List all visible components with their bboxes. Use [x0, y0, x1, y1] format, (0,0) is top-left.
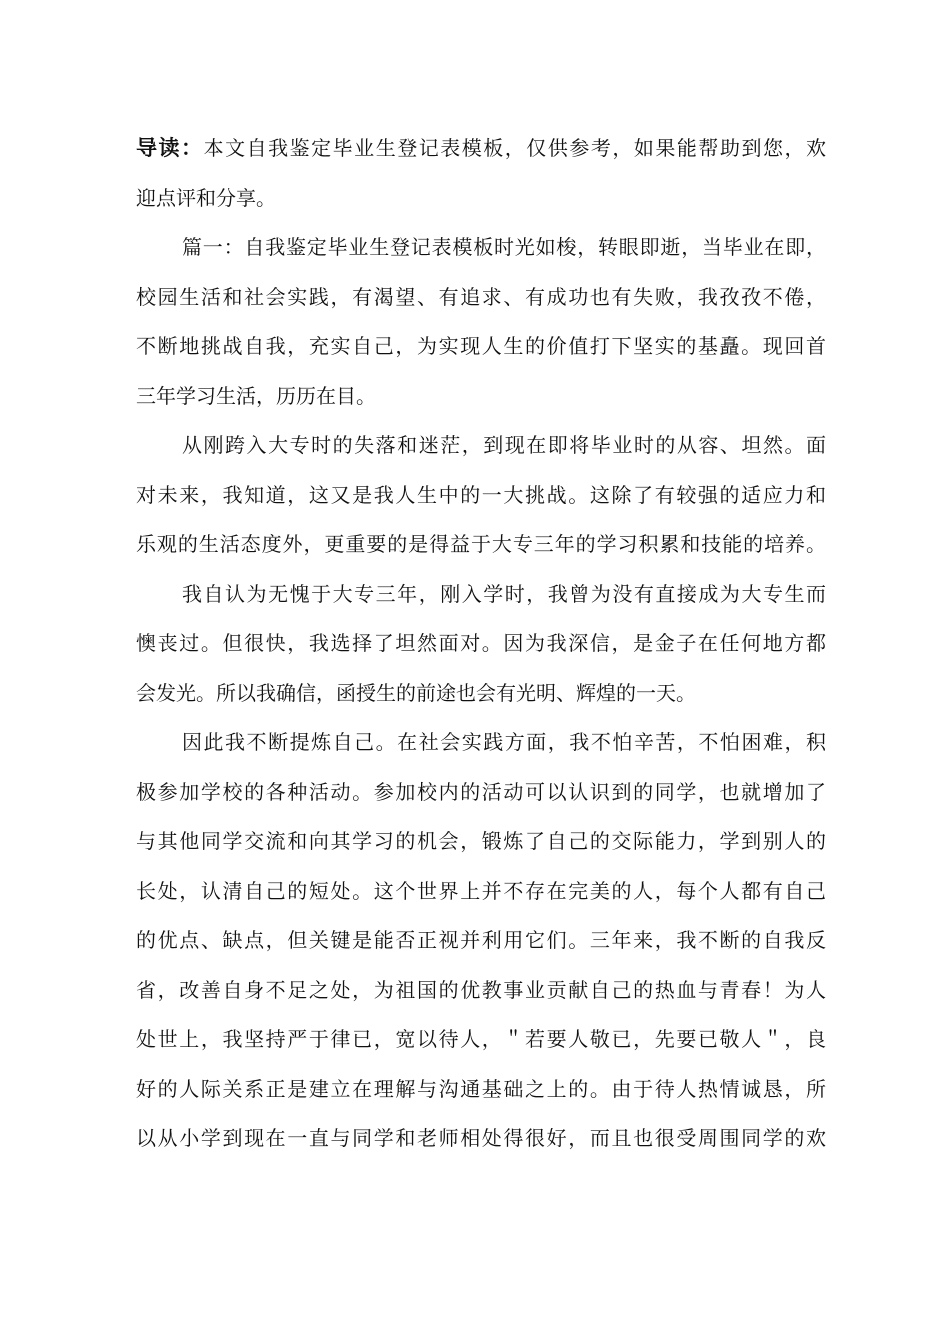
- paragraph-1-line: 不断地挑战自我，充实自己，为实现人生的价值打下坚实的基矗。现回首: [136, 334, 826, 358]
- paragraph-4-line: 与其他同学交流和向其学习的机会，锻炼了自己的交际能力，学到别人的: [136, 829, 826, 853]
- paragraph-4-line: 极参加学校的各种活动。参加校内的活动可以认识到的同学，也就增加了: [136, 779, 826, 804]
- paragraph-1-line: 校园生活和社会实践，有渴望、有追求、有成功也有失败，我孜孜不倦，: [136, 284, 826, 309]
- paragraph-4-line: 省，改善自身不足之处，为祖国的优教事业贡献自己的热血与青春！为人: [136, 977, 826, 1002]
- paragraph-3-line: 我自认为无愧于大专三年，刚入学时，我曾为没有直接成为大专生而: [182, 581, 826, 606]
- paragraph-4-line: 的优点、缺点，但关键是能否正视并利用它们。三年来，我不断的自我反: [136, 928, 826, 952]
- paragraph-3-line: 懊丧过。但很快，我选择了坦然面对。因为我深信，是金子在任何地方都: [136, 631, 826, 655]
- paragraph-1-line: 篇一：自我鉴定毕业生登记表模板时光如梭，转眼即逝，当毕业在即，: [182, 235, 826, 259]
- paragraph-1-line: 三年学习生活，历历在目。: [136, 383, 376, 408]
- paragraph-4-line: 好的人际关系正是建立在理解与沟通基础之上的。由于待人热情诚恳，所: [136, 1076, 826, 1101]
- intro-label: 导读：: [136, 136, 204, 160]
- intro-line-1: [136, 124, 826, 174]
- intro-text: 本文自我鉴定毕业生登记表模板，仅供参考，如果能帮助到您，欢: [203, 136, 826, 160]
- paragraph-4-line: 处世上，我坚持严于律已，宽以待人，＂若要人敬已，先要已敬人＂，良: [136, 1027, 826, 1051]
- intro-line-2: 迎点评和分享。: [136, 185, 276, 210]
- paragraph-4-line: 以从小学到现在一直与同学和老师相处得很好，而且也很受周围同学的欢: [136, 1126, 826, 1150]
- paragraph-2-line: 对未来，我知道，这又是我人生中的一大挑战。这除了有较强的适应力和: [136, 482, 826, 507]
- paragraph-2-line: 从刚跨入大专时的失落和迷茫，到现在即将毕业时的从容、坦然。面: [182, 433, 826, 457]
- paragraph-4-line: 因此我不断提炼自己。在社会实践方面，我不怕辛苦，不怕困难，积: [182, 730, 826, 754]
- paragraph-2-line: 乐观的生活态度外，更重要的是得益于大专三年的学习积累和技能的培养。: [136, 532, 826, 556]
- paragraph-3-line: 会发光。所以我确信，函授生的前途也会有光明、辉煌的一天。: [136, 680, 696, 705]
- paragraph-4-line: 长处，认清自己的短处。这个世界上并不存在完美的人，每个人都有自己: [136, 878, 826, 903]
- document-body: [136, 124, 826, 1164]
